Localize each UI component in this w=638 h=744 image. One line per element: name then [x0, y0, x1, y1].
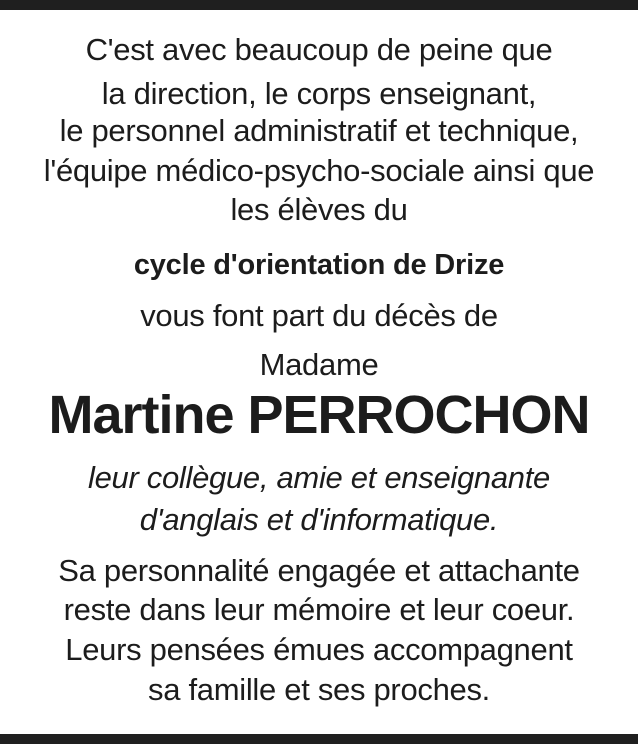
- closing-line-1: Sa personnalité engagée et attachante: [58, 553, 580, 588]
- institution-name: cycle d'orientation de Drize: [133, 249, 505, 281]
- role-line-2: d'anglais et d'informatique.: [139, 502, 499, 537]
- intro-line-4: l'équipe médico-psycho-sociale ainsi que: [43, 153, 595, 188]
- closing-line-4: sa famille et ses proches.: [148, 672, 490, 707]
- intro-line-5: les élèves du: [230, 192, 408, 227]
- announcement-text: vous font part du décès de: [140, 298, 498, 333]
- closing-line-3: Leurs pensées émues accompagnent: [65, 632, 573, 667]
- role-line-1: leur collègue, amie et enseignante: [87, 460, 550, 495]
- honorific: Madame: [259, 347, 379, 382]
- closing-line-2: reste dans leur mémoire et leur coeur.: [63, 592, 575, 627]
- intro-line-2: la direction, le corps enseignant,: [101, 76, 537, 111]
- intro-line-1: C'est avec beaucoup de peine que: [85, 32, 553, 67]
- intro-line-3: le personnel administratif et technique,: [59, 113, 579, 148]
- top-border-bar: [0, 0, 638, 10]
- bottom-border-bar: [0, 734, 638, 744]
- deceased-name: Martine PERROCHON: [48, 385, 590, 445]
